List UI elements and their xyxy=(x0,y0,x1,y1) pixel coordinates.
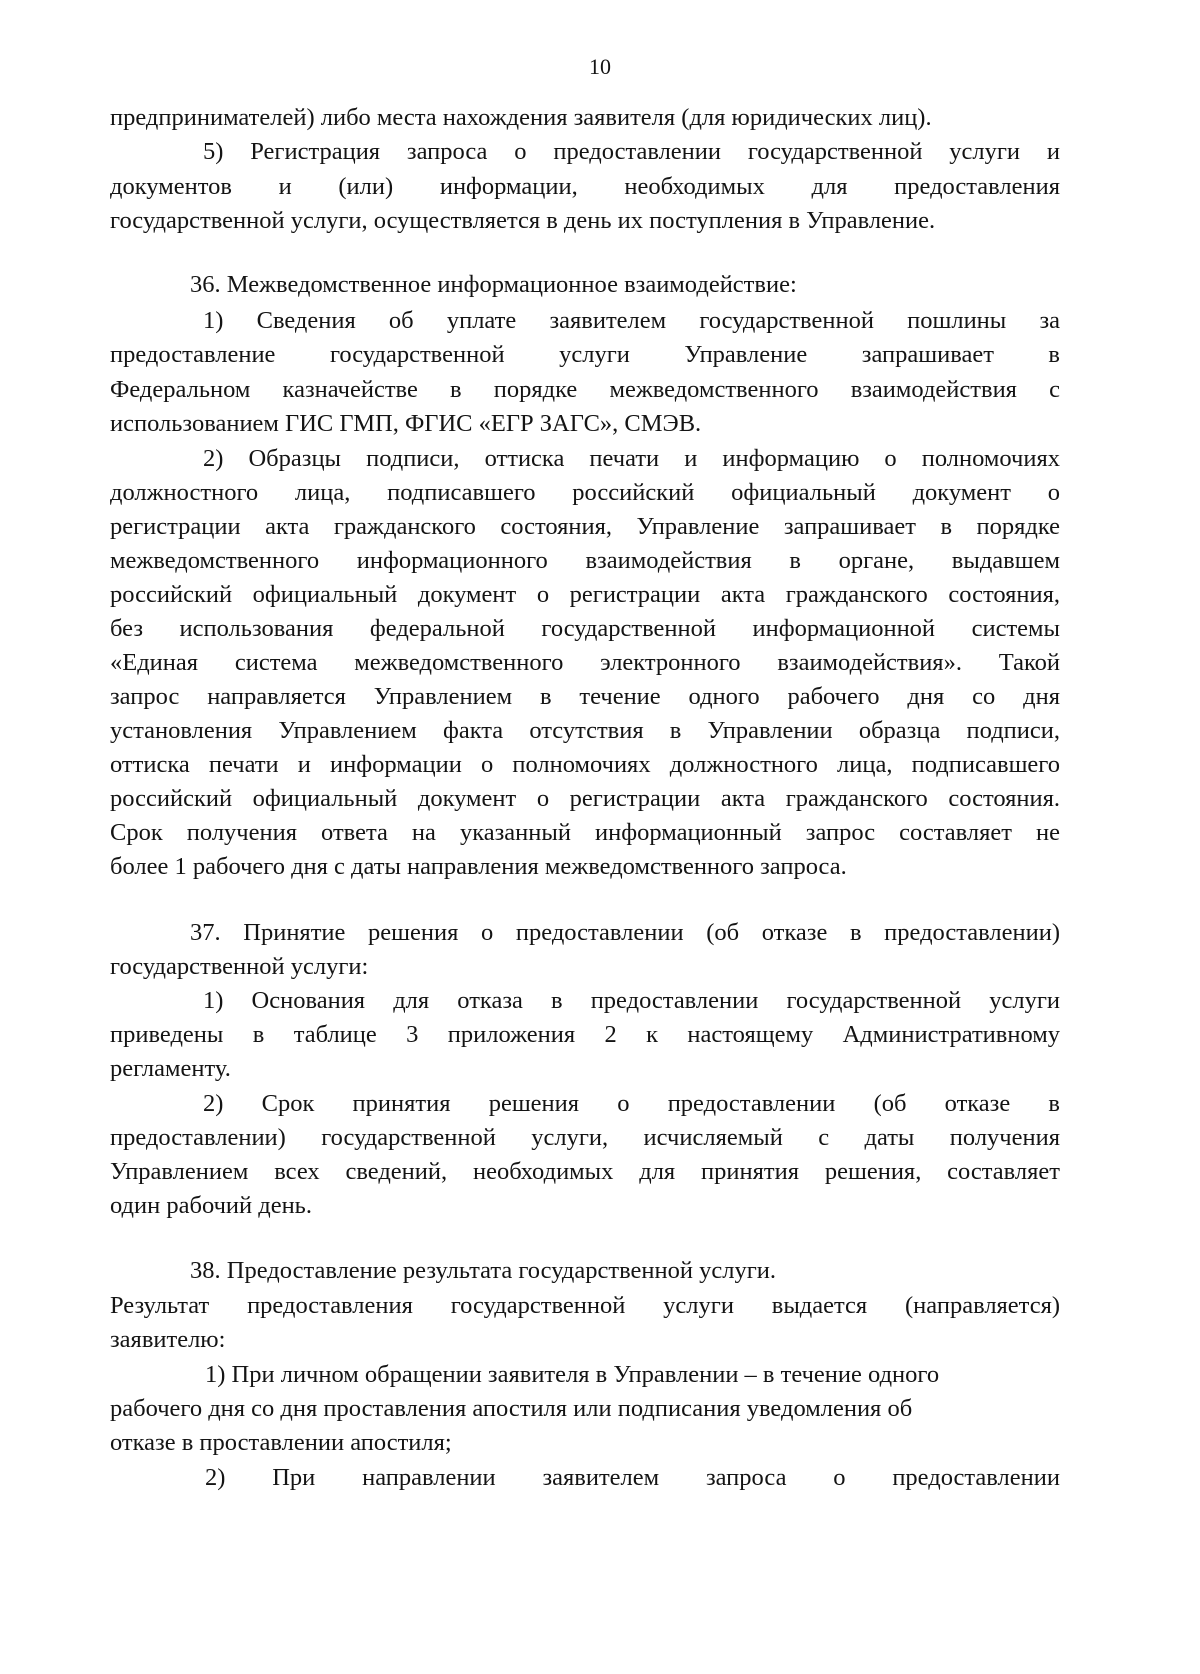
text-line: российский официальный документ о регистрации акта гражданского состояния, xyxy=(110,581,1060,608)
text-line: запрос направляется Управлением в течение одного рабочего дня со дня xyxy=(110,683,1060,710)
text-line: использованием ГИС ГМП, ФГИС «ЕГР ЗАГС», СМЭВ. xyxy=(110,410,702,437)
text-line: более 1 рабочего дня с даты направления межведомственного запроса. xyxy=(110,853,847,880)
text-line: рабочего дня со дня проставления апостиля или подписания уведомления об xyxy=(110,1395,913,1422)
text-line: без использования федеральной государственной информационной системы xyxy=(110,615,1060,642)
text-line: предоставление государственной услуги Управление запрашивает в xyxy=(110,341,1060,368)
text-line: предпринимателей) либо места нахождения заявителя (для юридических лиц). xyxy=(110,104,932,131)
text-line: отказе в проставлении апостиля; xyxy=(110,1429,452,1456)
text-line: 2) Срок принятия решения о предоставлении (об отказе в xyxy=(203,1090,1060,1117)
text-line: 1) Основания для отказа в предоставлении государственной услуги xyxy=(203,987,1060,1014)
text-line: приведены в таблице 3 приложения 2 к настоящему Административному xyxy=(110,1021,1060,1048)
text-line: 5) Регистрация запроса о предоставлении государственной услуги и xyxy=(203,138,1060,165)
text-line: межведомственного информационного взаимодействия в органе, выдавшем xyxy=(110,547,1060,574)
text-line: государственной услуги: xyxy=(110,953,369,980)
text-line: регламенту. xyxy=(110,1055,231,1082)
text-line: документов и (или) информации, необходимых для предоставления xyxy=(110,173,1060,200)
text-line: оттиска печати и информации о полномочиях должностного лица, подписавшего xyxy=(110,751,1060,778)
text-line: государственной услуги, осуществляется в день их поступления в Управление. xyxy=(110,207,936,234)
text-line: должностного лица, подписавшего российский официальный документ о xyxy=(110,479,1060,506)
text-line: Управлением всех сведений, необходимых для принятия решения, составляет xyxy=(110,1158,1060,1185)
text-line: Срок получения ответа на указанный информационный запрос составляет не xyxy=(110,819,1060,846)
text-line: Результат предоставления государственной услуги выдается (направляется) xyxy=(110,1292,1060,1319)
text-line: установления Управлением факта отсутствия в Управлении образца подписи, xyxy=(110,717,1060,744)
text-line: регистрации акта гражданского состояния, Управление запрашивает в порядке xyxy=(110,513,1060,540)
section-heading: 37. Принятие решения о предоставлении (об отказе в предоставлении) xyxy=(190,919,1060,946)
text-line: 2) При направлении заявителем запроса о предоставлении xyxy=(205,1464,1060,1491)
text-line: 2) Образцы подписи, оттиска печати и информацию о полномочиях xyxy=(203,445,1060,472)
text-line: российский официальный документ о регистрации акта гражданского состояния. xyxy=(110,785,1060,812)
text-line: 1) При личном обращении заявителя в Управлении – в течение одного xyxy=(205,1361,940,1388)
text-line: один рабочий день. xyxy=(110,1192,312,1219)
page-number: 10 xyxy=(589,54,611,79)
text-line: Федеральном казначействе в порядке межведомственного взаимодействия с xyxy=(110,376,1060,403)
text-line: заявителю: xyxy=(110,1326,226,1353)
section-heading: 38. Предоставление результата государственной услуги. xyxy=(190,1257,776,1284)
text-line: предоставлении) государственной услуги, исчисляемый с даты получения xyxy=(110,1124,1060,1151)
text-line: 1) Сведения об уплате заявителем государственной пошлины за xyxy=(203,307,1060,334)
section-heading: 36. Межведомственное информационное взаимодействие: xyxy=(190,271,797,298)
text-line: «Единая система межведомственного электронного взаимодействия». Такой xyxy=(110,649,1060,676)
